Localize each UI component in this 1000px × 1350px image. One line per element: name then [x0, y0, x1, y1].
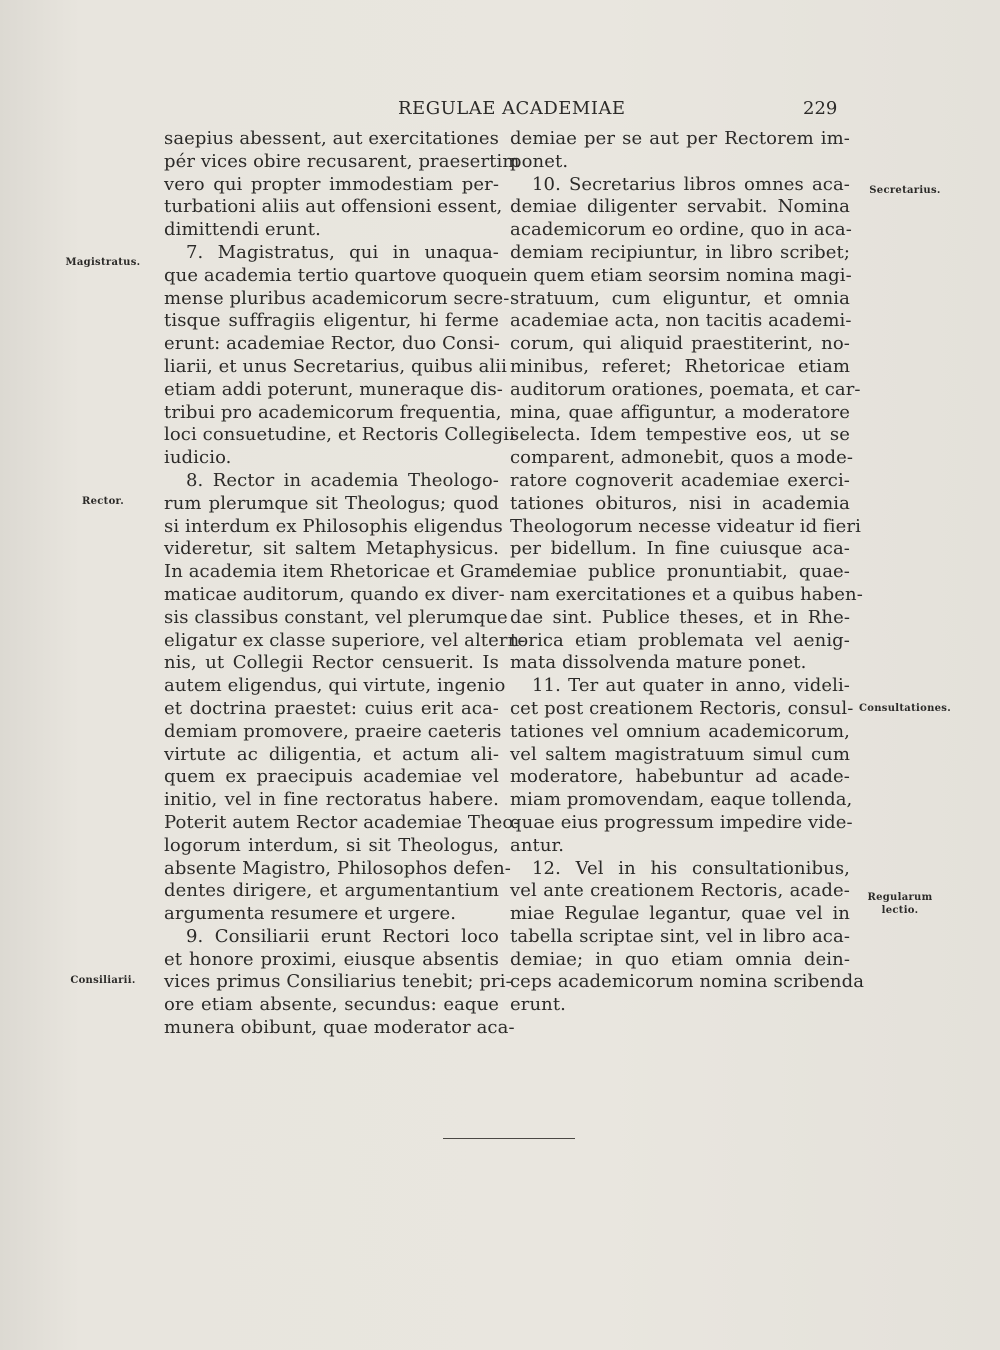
margin-note-regularum-line2: lectio.: [881, 905, 919, 916]
right-column: [510, 128, 865, 1017]
text-line: demiam promovere, praeire caeteris: [164, 720, 502, 742]
text-line: tationes obituros, nisi in academia: [510, 492, 850, 514]
text-line: erunt.: [510, 994, 566, 1016]
text-line: in quem etiam seorsim nomina magi-: [510, 264, 852, 286]
text-line: virtute ac diligentia, et actum ali-: [164, 743, 499, 765]
text-line: tabella scriptae sint, vel in libro aca-: [510, 925, 850, 947]
text-line: vero qui propter immodestiam per-: [164, 173, 499, 195]
text-line: 11. Ter aut quater in anno, videli-: [532, 675, 850, 697]
text-line: demiae publice pronuntiabit, quae-: [510, 561, 850, 583]
text-line: tationes vel omnium academicorum,: [510, 720, 850, 742]
text-line: eligatur ex classe superiore, vel altern-: [164, 629, 526, 651]
text-line: Theologorum necesse videatur id fieri: [510, 515, 861, 537]
text-line: vel ante creationem Rectoris, acade-: [510, 880, 850, 902]
margin-note-magistratus: Magistratus.: [65, 257, 141, 268]
text-line: cet post creationem Rectoris, consul-: [510, 697, 854, 719]
margin-note-consultationes: Consultationes.: [858, 703, 952, 714]
text-line: per bidellum. In fine cuiusque aca-: [510, 538, 850, 560]
text-line: 7. Magistratus, qui in unaqua-: [186, 241, 499, 263]
text-line: ceps academicorum nomina scribenda: [510, 971, 865, 993]
text-line: etiam addi poterunt, muneraque dis-: [164, 378, 503, 400]
text-line: ratore cognoverit academiae exerci-: [510, 469, 850, 491]
text-line: demiae per se aut per Rectorem im-: [510, 128, 850, 149]
text-line: corum, qui aliquid praestiterint, no-: [510, 333, 850, 355]
text-line: loci consuetudine, et Rectoris Collegii: [164, 424, 515, 446]
text-line: academiae acta, non tacitis academi-: [510, 310, 852, 332]
text-line: dae sint. Publice theses, et in Rhe-: [510, 606, 850, 628]
running-head: [0, 98, 1000, 124]
text-line: maticae auditorum, quando ex diver-: [164, 583, 505, 605]
margin-note-regularum-lectio: [850, 891, 950, 917]
text-line: mata dissolvenda mature ponet.: [510, 652, 807, 674]
text-line: comparent, admonebit, quos a mode-: [510, 447, 854, 469]
end-rule: [443, 1138, 575, 1139]
text-line: autem eligendus, qui virtute, ingenio: [164, 675, 506, 697]
page-number: 229: [803, 98, 838, 119]
text-line: liarii, et unus Secretarius, quibus alii: [164, 355, 508, 377]
text-line: ore etiam absente, secundus: eaque: [164, 994, 499, 1016]
text-line: nam exercitationes et a quibus haben-: [510, 583, 863, 605]
text-line: erunt: academiae Rector, duo Consi-: [164, 333, 500, 355]
text-line: vel saltem magistratuum simul cum: [510, 743, 850, 765]
text-line: 12. Vel in his consultationibus,: [532, 857, 850, 879]
text-line: miae Regulae legantur, quae vel in: [510, 903, 850, 925]
text-line: mina, quae affiguntur, a moderatore: [510, 401, 850, 423]
text-line: auditorum orationes, poemata, et car-: [510, 378, 861, 400]
left-column: [164, 128, 526, 1040]
text-line: ponet.: [510, 150, 569, 172]
margin-note-rector: Rector.: [82, 496, 124, 507]
text-line: initio, vel in fine rectoratus habere.: [164, 789, 499, 811]
text-line: quem ex praecipuis academiae vel: [164, 766, 499, 788]
text-line: logorum interdum, si sit Theologus,: [164, 834, 499, 856]
text-line: mense pluribus academicorum secre-: [164, 287, 510, 309]
text-line: que academia tertio quartove quoque: [164, 264, 511, 286]
text-line: Poterit autem Rector academiae Theo-: [164, 811, 520, 833]
text-line: iudicio.: [164, 447, 232, 469]
text-line: turbationi aliis aut offensioni essent,: [164, 196, 503, 218]
margin-note-consiliarii: Consiliarii.: [70, 975, 136, 986]
text-line: munera obibunt, quae moderator aca-: [164, 1017, 515, 1039]
text-line: In academia item Rhetoricae et Gram-: [164, 561, 518, 583]
margin-note-regularum-line1: Regularum: [867, 892, 933, 903]
text-line: tribui pro academicorum frequentia,: [164, 401, 502, 423]
text-line: 9. Consiliarii erunt Rectori loco: [186, 925, 499, 947]
text-line: demiae; in quo etiam omnia dein-: [510, 948, 850, 970]
text-line: absente Magistro, Philosophos defen-: [164, 857, 511, 879]
text-line: 10. Secretarius libros omnes aca-: [532, 173, 850, 195]
text-line: academicorum eo ordine, quo in aca-: [510, 219, 852, 241]
text-line: demiam recipiuntur, in libro scribet;: [510, 241, 850, 263]
text-line: quae eius progressum impedire vide-: [510, 811, 853, 833]
text-line: tisque suffragiis eligentur, hi ferme: [164, 310, 499, 332]
text-line: et doctrina praestet: cuius erit aca-: [164, 697, 499, 719]
running-title: REGULAE ACADEMIAE: [398, 98, 626, 119]
text-line: nis, ut Collegii Rector censuerit. Is: [164, 652, 499, 674]
text-line: sis classibus constant, vel plerumque: [164, 606, 508, 628]
text-line: torica etiam problemata vel aenig-: [510, 629, 850, 651]
text-line: si interdum ex Philosophis eligendus: [164, 515, 503, 537]
text-line: videretur, sit saltem Metaphysicus.: [164, 538, 499, 560]
text-line: 8. Rector in academia Theologo-: [186, 469, 499, 491]
text-line: vices primus Consiliarius tenebit; pri-: [164, 971, 512, 993]
text-line: moderatore, habebuntur ad acade-: [510, 766, 850, 788]
text-line: dimittendi erunt.: [164, 219, 321, 241]
text-line: pér vices obire recusarent, praesertim: [164, 150, 520, 172]
text-line: miam promovendam, eaque tollenda,: [510, 789, 853, 811]
text-line: selecta. Idem tempestive eos, ut se: [510, 424, 850, 446]
text-line: saepius abessent, aut exercitationes: [164, 128, 499, 149]
text-line: antur.: [510, 834, 565, 856]
margin-note-secretarius: Secretarius.: [869, 185, 941, 196]
text-line: demiae diligenter servabit. Nomina: [510, 196, 850, 218]
text-line: minibus, referet; Rhetoricae etiam: [510, 355, 850, 377]
text-line: argumenta resumere et urgere.: [164, 903, 457, 925]
text-line: dentes dirigere, et argumentantium: [164, 880, 499, 902]
text-line: rum plerumque sit Theologus; quod: [164, 492, 499, 514]
text-line: stratuum, cum eliguntur, et omnia: [510, 287, 850, 309]
text-line: et honore proximi, eiusque absentis: [164, 948, 499, 970]
